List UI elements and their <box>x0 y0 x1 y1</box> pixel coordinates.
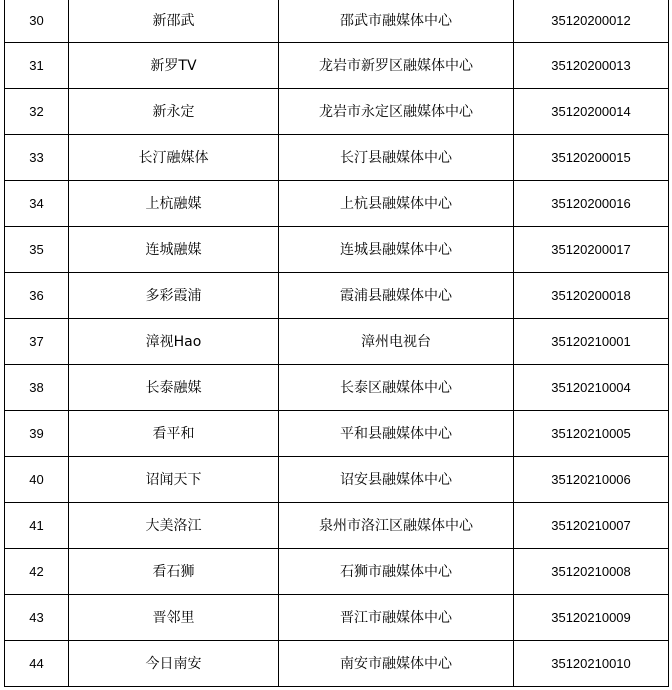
organization-name: 平和县融媒体中心 <box>279 411 514 457</box>
account-name: 今日南安 <box>69 641 279 687</box>
table-row <box>5 135 669 181</box>
organization-name: 长泰区融媒体中心 <box>279 365 514 411</box>
table-row <box>5 595 669 641</box>
registration-code: 35120210006 <box>514 457 669 503</box>
organization-name: 霞浦县融媒体中心 <box>279 273 514 319</box>
registration-code: 35120210009 <box>514 595 669 641</box>
registration-code: 35120210008 <box>514 549 669 595</box>
row-number: 41 <box>5 503 69 549</box>
organization-name: 邵武市融媒体中心 <box>279 0 514 43</box>
table-row <box>5 89 669 135</box>
registration-code: 35120200013 <box>514 43 669 89</box>
account-name: 新罗TV <box>69 43 279 89</box>
row-number: 37 <box>5 319 69 365</box>
row-number: 30 <box>5 0 69 43</box>
account-name: 长汀融媒体 <box>69 135 279 181</box>
row-number: 33 <box>5 135 69 181</box>
organization-name: 漳州电视台 <box>279 319 514 365</box>
table-row <box>5 43 669 89</box>
account-name: 晋邻里 <box>69 595 279 641</box>
row-number: 38 <box>5 365 69 411</box>
account-name: 长泰融媒 <box>69 365 279 411</box>
organization-name: 长汀县融媒体中心 <box>279 135 514 181</box>
registration-code: 35120210004 <box>514 365 669 411</box>
table-row <box>5 503 669 549</box>
registration-code: 35120200017 <box>514 227 669 273</box>
registration-code: 35120200012 <box>514 0 669 43</box>
registry-table <box>4 0 669 687</box>
registration-code: 35120200018 <box>514 273 669 319</box>
account-name: 新永定 <box>69 89 279 135</box>
table-row <box>5 365 669 411</box>
account-name: 上杭融媒 <box>69 181 279 227</box>
registration-code: 35120210010 <box>514 641 669 687</box>
registration-code: 35120200016 <box>514 181 669 227</box>
table-row <box>5 319 669 365</box>
row-number: 34 <box>5 181 69 227</box>
table-row <box>5 641 669 687</box>
organization-name: 石狮市融媒体中心 <box>279 549 514 595</box>
row-number: 39 <box>5 411 69 457</box>
registration-code: 35120210001 <box>514 319 669 365</box>
account-name: 大美洛江 <box>69 503 279 549</box>
account-name: 看石狮 <box>69 549 279 595</box>
organization-name: 上杭县融媒体中心 <box>279 181 514 227</box>
table-row <box>5 457 669 503</box>
organization-name: 泉州市洛江区融媒体中心 <box>279 503 514 549</box>
row-number: 43 <box>5 595 69 641</box>
table-row <box>5 0 669 43</box>
row-number: 44 <box>5 641 69 687</box>
account-name: 漳视Hao <box>69 319 279 365</box>
organization-name: 龙岩市永定区融媒体中心 <box>279 89 514 135</box>
account-name: 连城融媒 <box>69 227 279 273</box>
table-row <box>5 549 669 595</box>
account-name: 诏闻天下 <box>69 457 279 503</box>
organization-name: 连城县融媒体中心 <box>279 227 514 273</box>
row-number: 40 <box>5 457 69 503</box>
organization-name: 晋江市融媒体中心 <box>279 595 514 641</box>
row-number: 31 <box>5 43 69 89</box>
registration-code: 35120210007 <box>514 503 669 549</box>
registration-code: 35120210005 <box>514 411 669 457</box>
table-row <box>5 273 669 319</box>
table-row <box>5 227 669 273</box>
registration-code: 35120200014 <box>514 89 669 135</box>
row-number: 42 <box>5 549 69 595</box>
organization-name: 龙岩市新罗区融媒体中心 <box>279 43 514 89</box>
registry-table-container <box>4 0 668 687</box>
table-row <box>5 411 669 457</box>
account-name: 看平和 <box>69 411 279 457</box>
row-number: 32 <box>5 89 69 135</box>
row-number: 35 <box>5 227 69 273</box>
account-name: 新邵武 <box>69 0 279 43</box>
organization-name: 诏安县融媒体中心 <box>279 457 514 503</box>
table-row <box>5 181 669 227</box>
organization-name: 南安市融媒体中心 <box>279 641 514 687</box>
row-number: 36 <box>5 273 69 319</box>
registration-code: 35120200015 <box>514 135 669 181</box>
account-name: 多彩霞浦 <box>69 273 279 319</box>
